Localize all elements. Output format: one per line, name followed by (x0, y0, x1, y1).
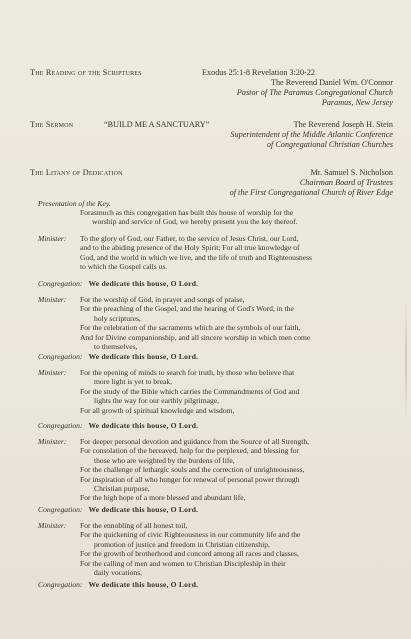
verse-line: For consolation of the bereaved, help for the perplexed, and blessing for (80, 446, 300, 456)
congregation-response (38, 505, 198, 514)
congregation-response (38, 580, 198, 589)
litany-leader-title-2: of the First Congregational Church of River Edge (229, 188, 393, 197)
verse-line: promotion of justice and freedom in Christian citizenship, (94, 539, 270, 549)
litany-section (30, 168, 393, 198)
verse-line: Christian purpose, (94, 484, 150, 494)
reading-place: Paramus, New Jersey (321, 98, 393, 107)
presentation-label: Presentation of the Key. (38, 199, 111, 208)
reading-label: The Reading of the Scriptures (30, 68, 142, 77)
verse-line: For the challenge of lethargic souls and the correction of unrighteousness, (80, 465, 305, 475)
litany-label: The Litany of Dedication (30, 168, 123, 177)
reading-refs: Exodus 25:1-8 Revelation 3:20-22 (202, 68, 316, 77)
minister-verse (80, 234, 393, 272)
presentation-text (80, 208, 393, 227)
litany-leader-title: Chairman Board of Trustees (299, 178, 393, 187)
response-text: We dedicate this house, O Lord. (88, 580, 199, 589)
verse-line: God, and the world in which we live, and the life of truth and Righteousness (80, 252, 312, 262)
verse-line: To the glory of God, our Father, to the service of Jesus Christ, our Lord, (80, 234, 299, 243)
verse-line: For the preaching of the Gospel, and the hearing of God's Word, in the (80, 304, 294, 314)
sermon-section (30, 120, 393, 150)
minister-role-label: Minister: (38, 234, 67, 243)
minister-verse (80, 295, 393, 351)
verse-line: more light is yet to break, (94, 377, 173, 387)
verse-line: For the high hope of a more blessed and abundant life, (80, 493, 246, 503)
reading-minister-title: Pastor of The Paramus Congregational Church (236, 88, 393, 97)
verse-line: For the worship of God, in prayer and songs of praise, (80, 295, 245, 304)
congregation-response (38, 279, 198, 288)
sermon-preacher-title: Superintendent of the Middle Atlantic Conference (230, 130, 393, 139)
minister-verse (80, 521, 393, 577)
reading-minister-name: The Reverend Daniel Wm. O'Connor (270, 78, 393, 87)
congregation-role-label: Congregation: (38, 580, 83, 589)
response-text: We dedicate this house, O Lord. (88, 505, 199, 514)
minister-role-label: Minister: (38, 368, 67, 377)
verse-line: daily vocations, (94, 568, 143, 578)
verse-line: to themselves, (94, 342, 138, 352)
paper-fold (405, 300, 407, 420)
response-text: We dedicate this house, O Lord. (88, 352, 199, 361)
response-text: We dedicate this house, O Lord. (88, 279, 199, 288)
verse-line: For inspiration of all who hunger for renewal of personal power through (80, 474, 300, 484)
congregation-role-label: Congregation: (38, 421, 83, 430)
verse-line: For the study of the Bible which carries the Commandments of God and (80, 386, 300, 396)
verse-line: For the quickening of civic Righteousness in our community life and the (80, 530, 301, 540)
verse-line: And for Divine companionship, and all sincere worship in which men come (80, 332, 311, 342)
minister-role-label: Minister: (38, 437, 67, 446)
congregation-role-label: Congregation: (38, 352, 83, 361)
verse-line: to which the Gospel calls us. (80, 262, 168, 272)
sermon-label: The Sermon (30, 120, 74, 129)
presentation-line: Forasmuch as this congregation has built this house of worship for the (80, 208, 294, 217)
presentation-line: worship and service of God, we hereby present you the key thereof. (92, 217, 298, 227)
verse-line: and to the abiding presence of the Holy Spirit; For all true knowledge of (80, 243, 300, 253)
verse-line: For all growth of spiritual knowledge and wisdom, (80, 405, 235, 415)
verse-line: those who are weighted by the burdens of life, (94, 455, 235, 465)
verse-line: For the calling of men and women to Christian Discipleship in their (80, 558, 286, 568)
congregation-role-label: Congregation: (38, 279, 83, 288)
minister-verse (80, 437, 393, 503)
sermon-preacher-title-2: of Congregational Christian Churches (266, 140, 393, 149)
verse-line: holy scriptures, (94, 313, 141, 323)
verse-line: For the growth of brotherhood and concord among all races and classes, (80, 549, 299, 559)
verse-line: For the opening of minds to search for truth, by those who believe that (80, 368, 295, 377)
congregation-response (38, 352, 198, 361)
reading-section (30, 68, 393, 107)
minister-verse (80, 368, 393, 415)
verse-line: For deeper personal devotion and guidance from the Source of all Strength, (80, 437, 310, 446)
sermon-preacher-name: The Reverend Joseph H. Stein (293, 120, 393, 129)
verse-line: For the celebration of the sacraments which are the symbols of our faith, (80, 323, 301, 333)
litany-leader-name: Mr. Samuel S. Nicholson (310, 168, 393, 177)
minister-role-label: Minister: (38, 295, 67, 304)
congregation-response (38, 421, 198, 430)
congregation-role-label: Congregation: (38, 505, 83, 514)
minister-role-label: Minister: (38, 521, 67, 530)
sermon-topic: “BUILD ME A SANCTUARY” (104, 120, 210, 129)
verse-line: For the ennobling of all honest toil, (80, 521, 188, 530)
response-text: We dedicate this house, O Lord. (88, 421, 199, 430)
verse-line: lights the way for our earthly pilgrimage, (94, 396, 220, 406)
